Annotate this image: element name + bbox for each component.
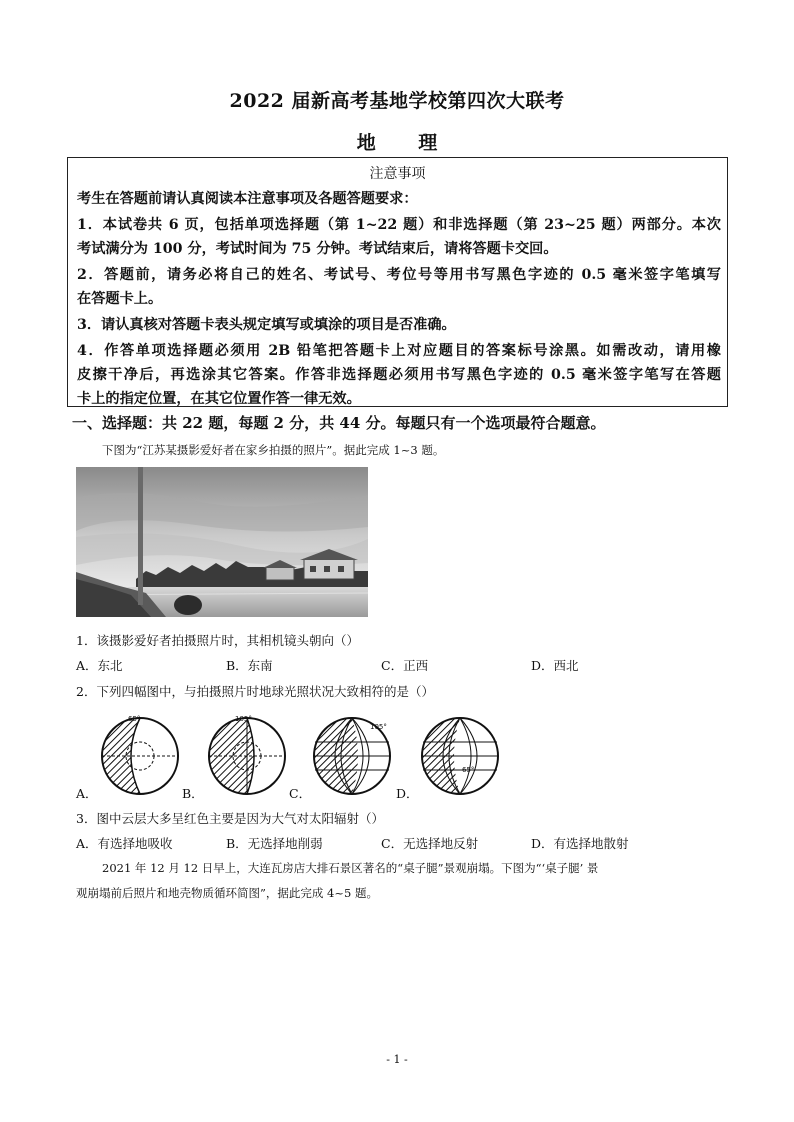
subject-title: 地 理: [356, 132, 456, 154]
exam-title: 2022 届新高考基地学校第四次大联考: [229, 90, 565, 112]
notice-line: 4．作答单项选择题必须用 2B 铅笔把答题卡上对应题目的答案标号涂黑。如需改动，请用橡: [77, 343, 721, 359]
intro-paragraph-line1: 2021 年 12 月 12 日早上，大连瓦房店大排石景区著名的“桌子腿”景观崩塌。下图为“‘桌子腿’ 景: [102, 861, 599, 875]
question-2: 2．下列四幅图中，与拍摄照片时地球光照状况大致相符的是（）: [76, 684, 434, 699]
globe-a-label: 65°: [128, 715, 141, 723]
notice-line: 卡上的指定位置，在其它位置作答一律无效。: [77, 391, 361, 407]
question-1: 1．该摄影爱好者拍摄照片时，其相机镜头朝向（）: [76, 633, 359, 648]
landscape-photo: [76, 467, 368, 617]
notice-line: 在答题卡上。: [77, 291, 163, 307]
q2-option-d: D．: [396, 786, 419, 801]
question-intro: 下图为“江苏某摄影爱好者在家乡拍摄的照片”。据此完成 1~3 题。: [102, 443, 445, 457]
notice-line: 3．请认真核对答题卡表头规定填写或填涂的项目是否准确。: [77, 317, 456, 333]
globe-diagram-d: [418, 712, 502, 796]
notice-box: [67, 157, 728, 407]
q1-option-a: A．东北: [76, 658, 123, 673]
notice-line: 1．本试卷共 6 页，包括单项选择题（第 1~22 题）和非选择题（第 23~25 题）两部分。本次: [77, 217, 721, 233]
notice-line: 2．答题前，请务必将自己的姓名、考试号、考位号等用书写黑色字迹的 0.5 毫米签字笔填写: [77, 267, 721, 283]
globe-d-label: 65°: [462, 766, 475, 774]
notice-line: 皮擦干净后，再选涂其它答案。作答非选择题必须用书写黑色字迹的 0.5 毫米签字笔写在答题: [77, 367, 721, 383]
notice-line: 考试满分为 100 分，考试时间为 75 分钟。考试结束后，请将答题卡交回。: [77, 241, 558, 257]
q3-option-b: B．无选择地削弱: [226, 836, 323, 851]
section-heading: 一、选择题：共 22 题，每题 2 分，共 44 分。每题只有一个选项最符合题意。: [72, 414, 606, 432]
intro-paragraph-line2: 观崩塌前后照片和地壳物质循环简图”，据此完成 4~5 题。: [76, 886, 378, 900]
q1-option-c: C．正西: [381, 658, 429, 673]
q1-option-b: B．东南: [226, 658, 273, 673]
notice-heading: 注意事项: [369, 166, 426, 182]
q3-option-a: A．有选择地吸收: [76, 836, 173, 851]
q2-option-b: B．: [182, 786, 204, 801]
q2-option-c: C．: [289, 786, 312, 801]
q1-option-d: D．西北: [531, 658, 579, 673]
q2-option-a: A．: [76, 786, 98, 801]
question-3: 3．图中云层大多呈红色主要是因为大气对太阳辐射（）: [76, 811, 384, 826]
page-number: - 1 -: [386, 1053, 408, 1066]
globe-diagram-b: [205, 712, 289, 796]
q3-option-d: D．有选择地散射: [531, 836, 629, 851]
globe-b-label: 105°: [235, 715, 252, 723]
globe-diagram-a: [98, 712, 182, 796]
q3-option-c: C．无选择地反射: [381, 836, 479, 851]
globe-c-label: 105°: [370, 723, 387, 731]
globe-diagram-c: [310, 712, 394, 796]
notice-line: 考生在答题前请认真阅读本注意事项及各题答题要求：: [77, 191, 418, 207]
